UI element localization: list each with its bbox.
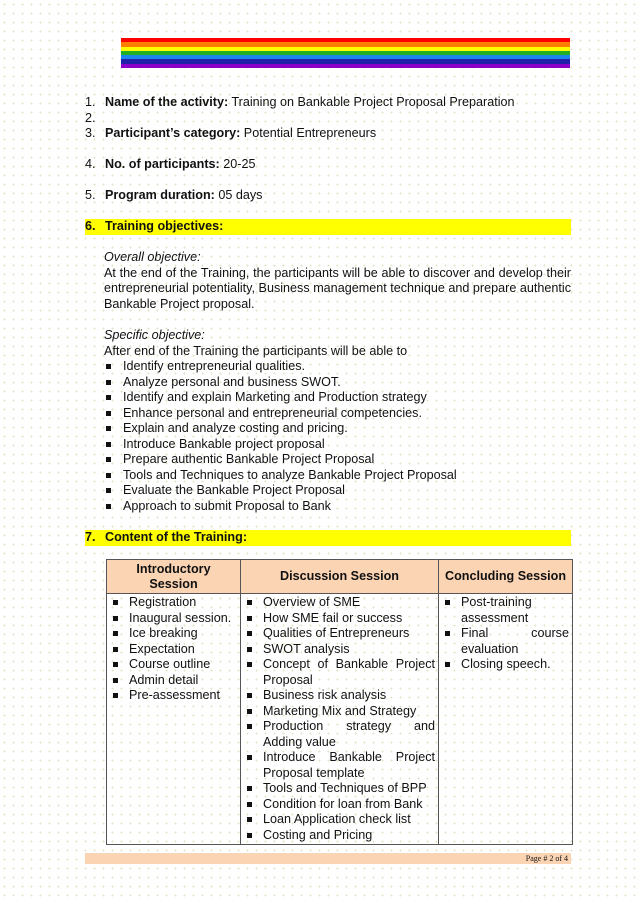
list-item: Explain and analyze costing and pricing. [104, 421, 571, 437]
table-header-row [107, 560, 573, 594]
list-item: Introduce Bankable Project Proposal template [246, 750, 435, 781]
list-item: SWOT analysis [246, 642, 435, 658]
list-item: Enhance personal and entrepreneurial competencies. [104, 406, 571, 422]
list-item: Tools and Techniques to analyze Bankable Project Proposal [104, 468, 571, 484]
item-value: 20-25 [219, 157, 256, 171]
item-label: Participant’s category: [105, 126, 241, 140]
item-number: 6. [85, 219, 96, 233]
list-item: Concept of Bankable Project Proposal [246, 657, 435, 688]
list-item: Introduce Bankable project proposal [104, 437, 571, 453]
item-number: 1. [85, 95, 96, 109]
footer-bar [85, 853, 571, 864]
list-item: Course outline [112, 657, 237, 673]
overall-objective-text: At the end of the Training, the participants will be able to discover and develop their entrepreneurial potentiality, Business management technique and prepare authentic Bankable Project proposal. [104, 265, 571, 311]
list-item: Qualities of Entrepreneurs [246, 626, 435, 642]
list-item: Prepare authentic Bankable Project Proposal [104, 452, 571, 468]
header-discussion-session: Discussion Session [241, 560, 439, 594]
list-item: How SME fail or success [246, 611, 435, 627]
item-label: Name of the activity: [105, 95, 229, 109]
list-item: Closing speech. [444, 657, 569, 673]
table-row [107, 594, 573, 845]
section-heading-training-objectives [85, 219, 571, 235]
rainbow-header-banner [121, 38, 570, 68]
item-label: Content of the Training: [105, 530, 248, 544]
page-number: Page # 2 of 4 [525, 854, 568, 863]
specific-objective-block [104, 328, 571, 514]
item-label: Training objectives: [105, 219, 224, 233]
list-item: Tools and Techniques of BPP [246, 781, 435, 797]
list-item: Inaugural session. [112, 611, 237, 627]
concluding-session-cell [439, 594, 573, 845]
list-item: Analyze personal and business SWOT. [104, 375, 571, 391]
list-item: Production strategy and Adding value [246, 719, 435, 750]
training-content-table [106, 559, 573, 845]
overall-objective-block [104, 250, 571, 312]
list-item: Business risk analysis [246, 688, 435, 704]
list-item: Costing and Pricing [246, 828, 435, 844]
introductory-session-cell [107, 594, 241, 845]
overall-objective-heading: Overall objective: [104, 250, 201, 264]
list-item: Condition for loan from Bank [246, 797, 435, 813]
specific-objective-heading: Specific objective: [104, 328, 205, 342]
list-item: Final course evaluation [444, 626, 569, 657]
item-activity-name [85, 95, 571, 111]
list-item: Admin detail [112, 673, 237, 689]
list-item: Post-training assessment [444, 595, 569, 626]
item-participant-category [85, 126, 571, 142]
item-number: 5. [85, 188, 96, 202]
list-item: Identify entrepreneurial qualities. [104, 359, 571, 375]
item-number: 3. [85, 126, 96, 140]
list-item: Loan Application check list [246, 812, 435, 828]
specific-objective-list [104, 359, 571, 514]
item-label: No. of participants: [105, 157, 220, 171]
item-number: 2. [85, 111, 96, 125]
rainbow-stripe-violet [121, 64, 570, 68]
header-concluding-session: Concluding Session [439, 560, 573, 594]
item-label: Program duration: [105, 188, 215, 202]
list-item: Ice breaking [112, 626, 237, 642]
list-item: Pre-assessment [112, 688, 237, 704]
list-item: Identify and explain Marketing and Production strategy [104, 390, 571, 406]
item-empty [85, 111, 571, 127]
item-participant-count [85, 157, 571, 173]
list-item: Marketing Mix and Strategy [246, 704, 435, 720]
list-item: Evaluate the Bankable Project Proposal [104, 483, 571, 499]
item-value: Training on Bankable Project Proposal Preparation [228, 95, 515, 109]
item-number: 7. [85, 530, 96, 544]
header-introductory-session: Introductory Session [107, 560, 241, 594]
list-item: Overview of SME [246, 595, 435, 611]
section-heading-training-content [85, 530, 571, 546]
list-item: Approach to submit Proposal to Bank [104, 499, 571, 515]
item-program-duration [85, 188, 571, 204]
item-number: 4. [85, 157, 96, 171]
list-item: Registration [112, 595, 237, 611]
list-item: Expectation [112, 642, 237, 658]
item-value: Potential Entrepreneurs [240, 126, 377, 140]
item-value: 05 days [214, 188, 263, 202]
specific-objective-intro: After end of the Training the participants will be able to [104, 343, 408, 358]
discussion-session-cell [241, 594, 439, 845]
